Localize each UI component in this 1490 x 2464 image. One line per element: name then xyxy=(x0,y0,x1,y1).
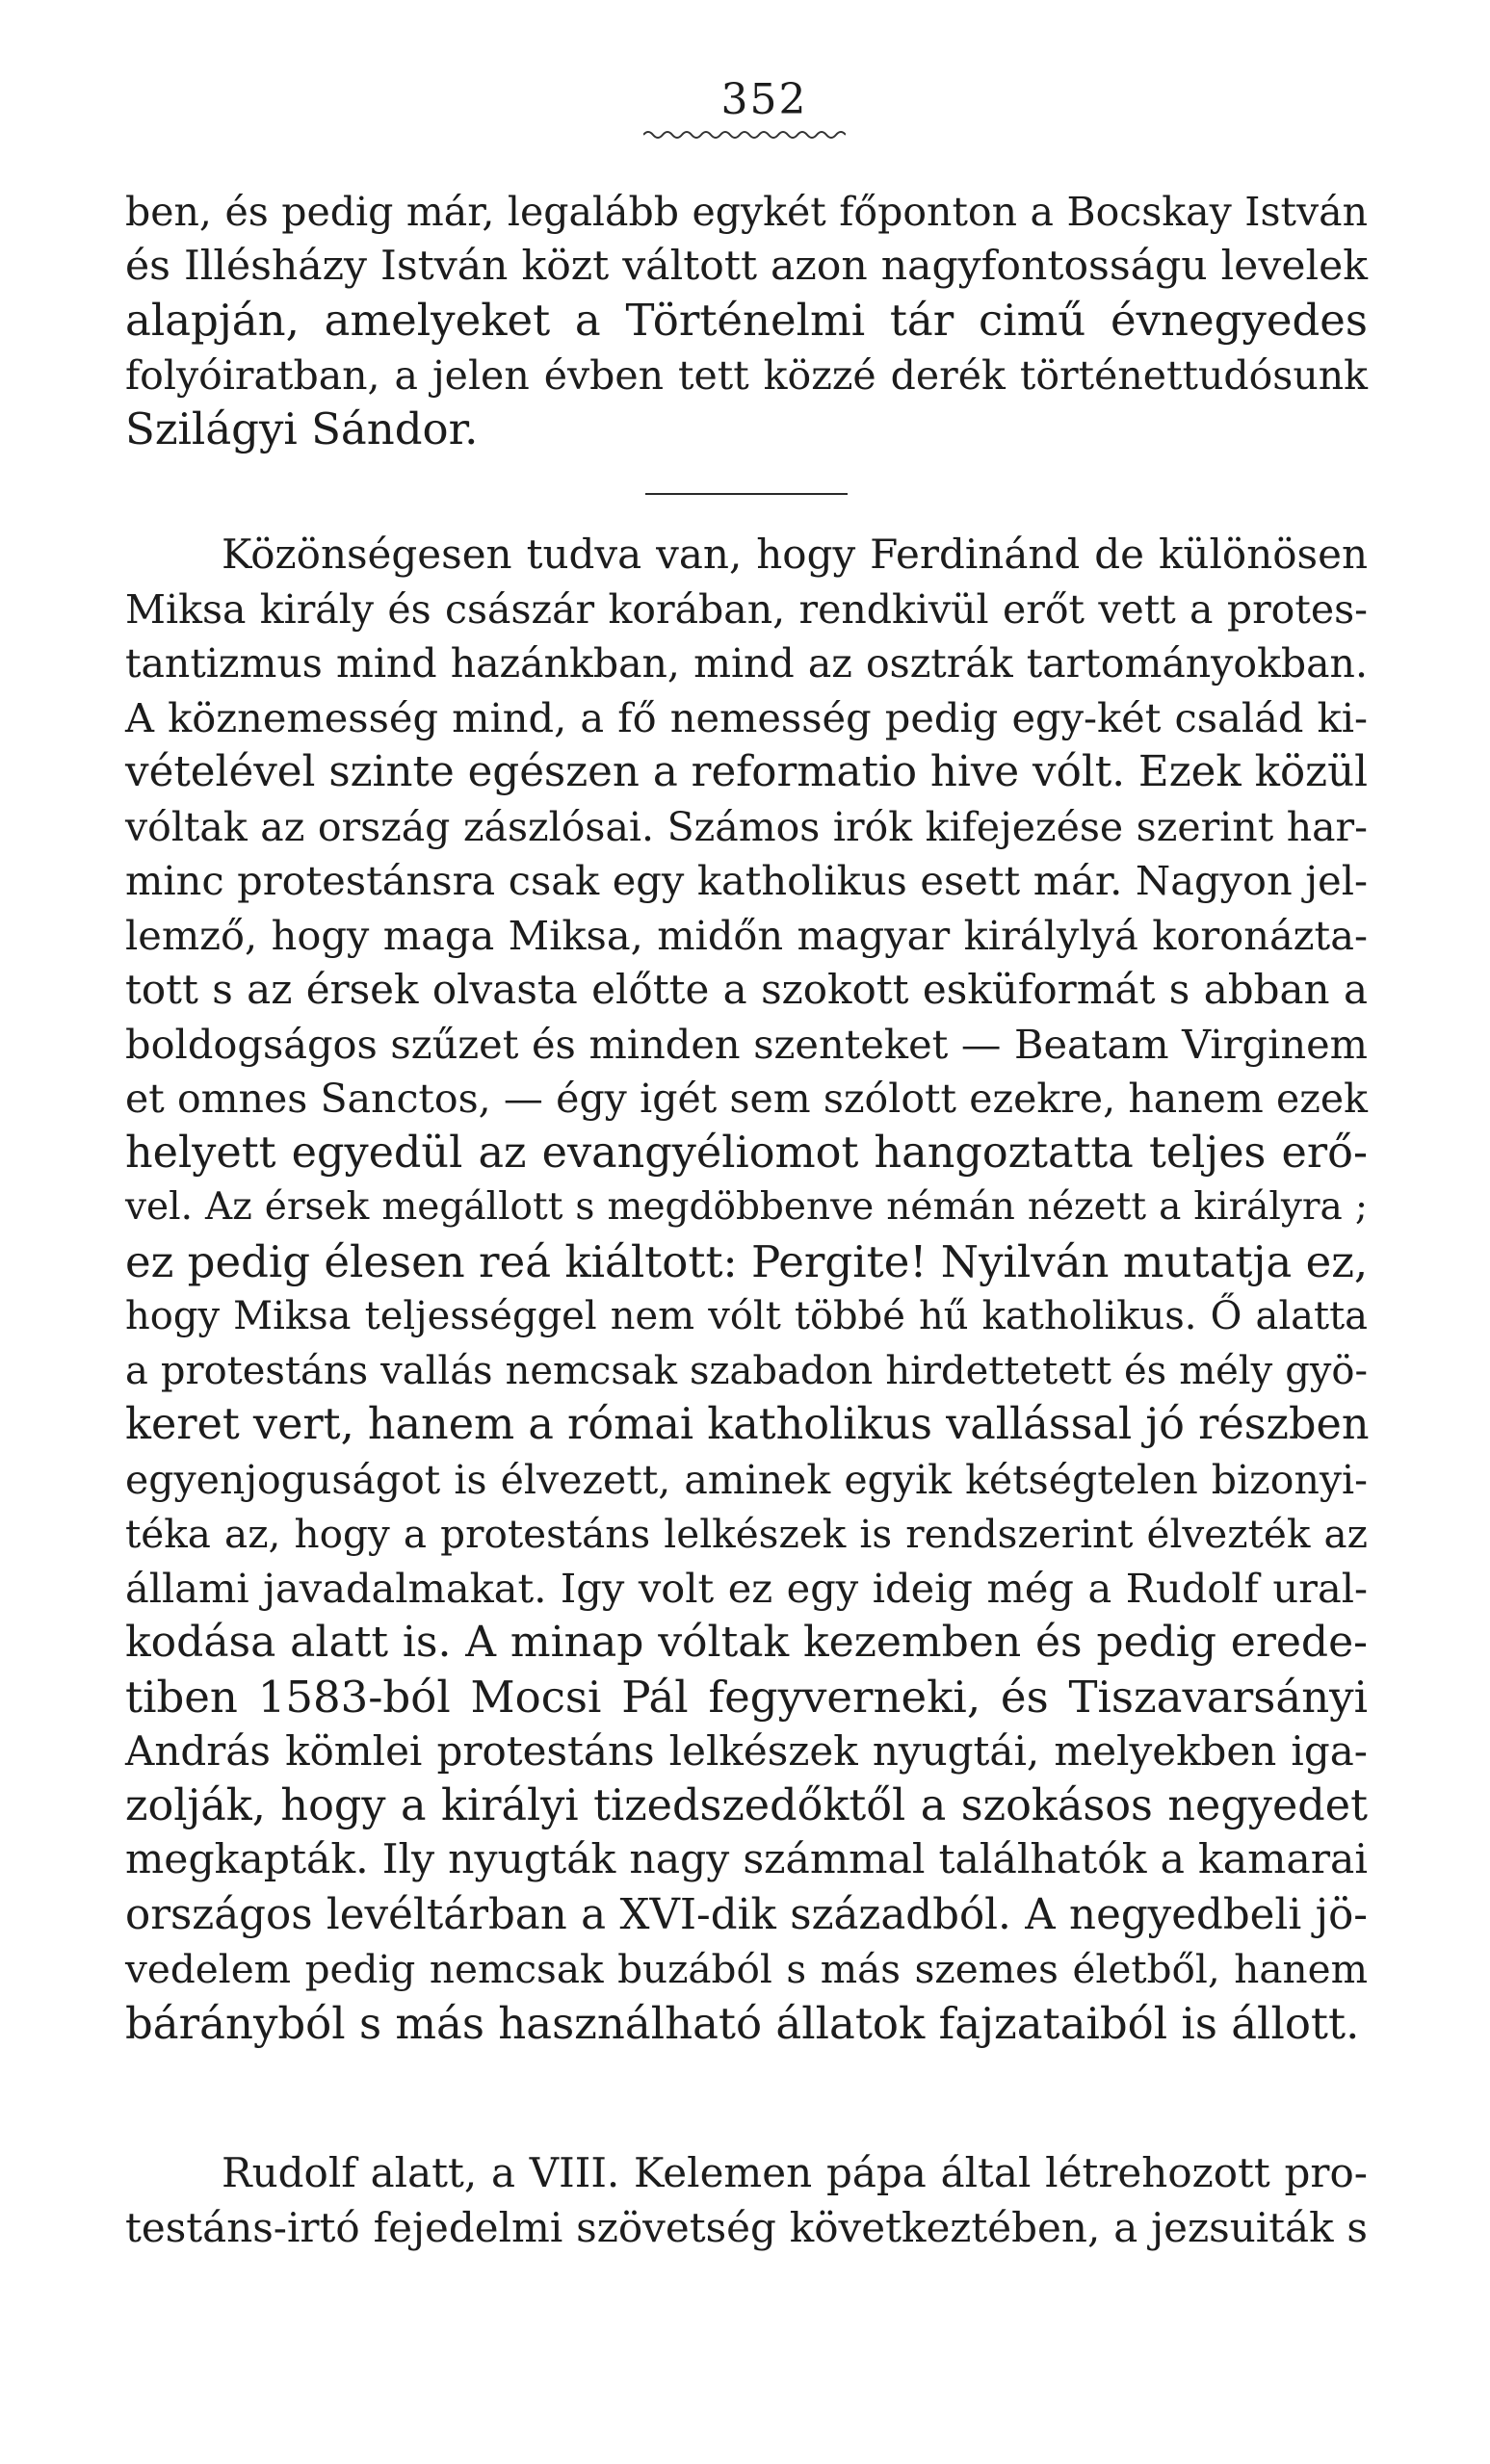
text-line: helyett egyedül az evangyéliomot hangoztatta teljes erő- xyxy=(125,1128,1368,1178)
text-line: megkapták. Ily nyugták nagy számmal találhatók a kamarai xyxy=(125,1836,1368,1883)
text-line: ben, és pedig már, legalább egykét főponton a Bocskay István xyxy=(125,189,1368,235)
text-line: állami javadalmakat. Igy volt ez egy ideig még a Rudolf ural- xyxy=(125,1564,1368,1612)
text-line: tott s az érsek olvasta előtte a szokott esküformát s abban a xyxy=(125,966,1368,1013)
text-line: téka az, hogy a protestáns lelkészek is rendszerint élvezték az xyxy=(125,1511,1368,1557)
text-line: országos levéltárban a XVI-dik századból. A negyedbeli jö- xyxy=(125,1890,1368,1939)
paragraph-2 xyxy=(125,528,1368,2051)
section-divider xyxy=(645,493,848,495)
text-line: a protestáns vallás nemcsak szabadon hirdettetett és mély gyö- xyxy=(125,1348,1368,1393)
text-line: lemző, hogy maga Miksa, midőn magyar királylyá koronázta- xyxy=(125,911,1368,959)
text-line: tiben 1583-ból Mocsi Pál fegyverneki, és Tiszavarsányi xyxy=(125,1671,1368,1723)
text-line: Rudolf alatt, a VIII. Kelemen pápa által létrehozott pro- xyxy=(222,2149,1368,2196)
text-line: testáns-irtó fejedelmi szövetség következtében, a jezsuiták s xyxy=(125,2203,1368,2251)
text-line: Közönségesen tudva van, hogy Ferdinánd de különösen xyxy=(222,531,1368,578)
text-line: ez pedig élesen reá kiáltott: Pergite! Nyilván mutatja ez, xyxy=(125,1235,1369,1287)
text-line: alapján, amelyeket a Történelmi tár cimű évnegyedes xyxy=(125,295,1368,346)
text-line: és Illésházy István közt váltott azon nagyfontosságu levelek xyxy=(125,242,1368,290)
wavy-ornament xyxy=(643,128,846,142)
page-number-text: 352 xyxy=(720,75,808,124)
text-line: vóltak az ország zászlósai. Számos irók kifejezése szerint har- xyxy=(125,803,1368,850)
page-number xyxy=(0,75,1490,124)
paragraph-3 xyxy=(125,2146,1368,2255)
text-line: hogy Miksa teljességgel nem vólt többé hű katholikus. Ő alatta xyxy=(125,1294,1368,1338)
text-line: Szilágyi Sándor. xyxy=(125,403,479,454)
text-line: vedelem pedig nemcsak buzából s más szemes életből, hanem xyxy=(125,1946,1368,1992)
text-line: folyóiratban, a jelen évben tett közzé derék történettudósunk xyxy=(125,351,1368,399)
text-line: kodása alatt is. A minap vóltak kezemben és pedig erede- xyxy=(125,1618,1368,1667)
text-line: boldogságos szűzet és minden szenteket — Beatam Virginem xyxy=(125,1020,1368,1068)
text-line: zolják, hogy a királyi tizedszedőktől a szokásos negyedet xyxy=(125,1780,1368,1830)
text-line: A köznemesség mind, a fő nemesség pedig egy-két család ki- xyxy=(125,693,1368,741)
text-line: Miksa király és császár korában, rendkivül erőt vett a protes- xyxy=(125,585,1368,633)
text-line: keret vert, hanem a római katholikus vallással jó részben xyxy=(125,1400,1370,1449)
text-line: egyenjoguságot is élvezett, aminek egyik kétségtelen bizonyi- xyxy=(125,1456,1368,1503)
text-line: et omnes Sanctos, — égy igét sem szólott ezekre, hanem ezek xyxy=(125,1076,1368,1122)
text-line: tantizmus mind hazánkban, mind az osztrák tartományokban. xyxy=(125,640,1368,687)
text-line: vételével szinte egészen a reformatio hive vólt. Ezek közül xyxy=(125,748,1368,796)
text-line: bárányból s más használható állatok fajzataiból is állott. xyxy=(125,1997,1360,2049)
paragraph-1 xyxy=(125,185,1368,457)
text-line: vel. Az érsek megállott s megdöbbenve némán nézett a királyra ; xyxy=(125,1185,1368,1229)
text-line: minc protestánsra csak egy katholikus esett már. Nagyon jel- xyxy=(125,857,1368,904)
text-line: András kömlei protestáns lelkészek nyugtái, melyekben iga- xyxy=(125,1727,1368,1775)
